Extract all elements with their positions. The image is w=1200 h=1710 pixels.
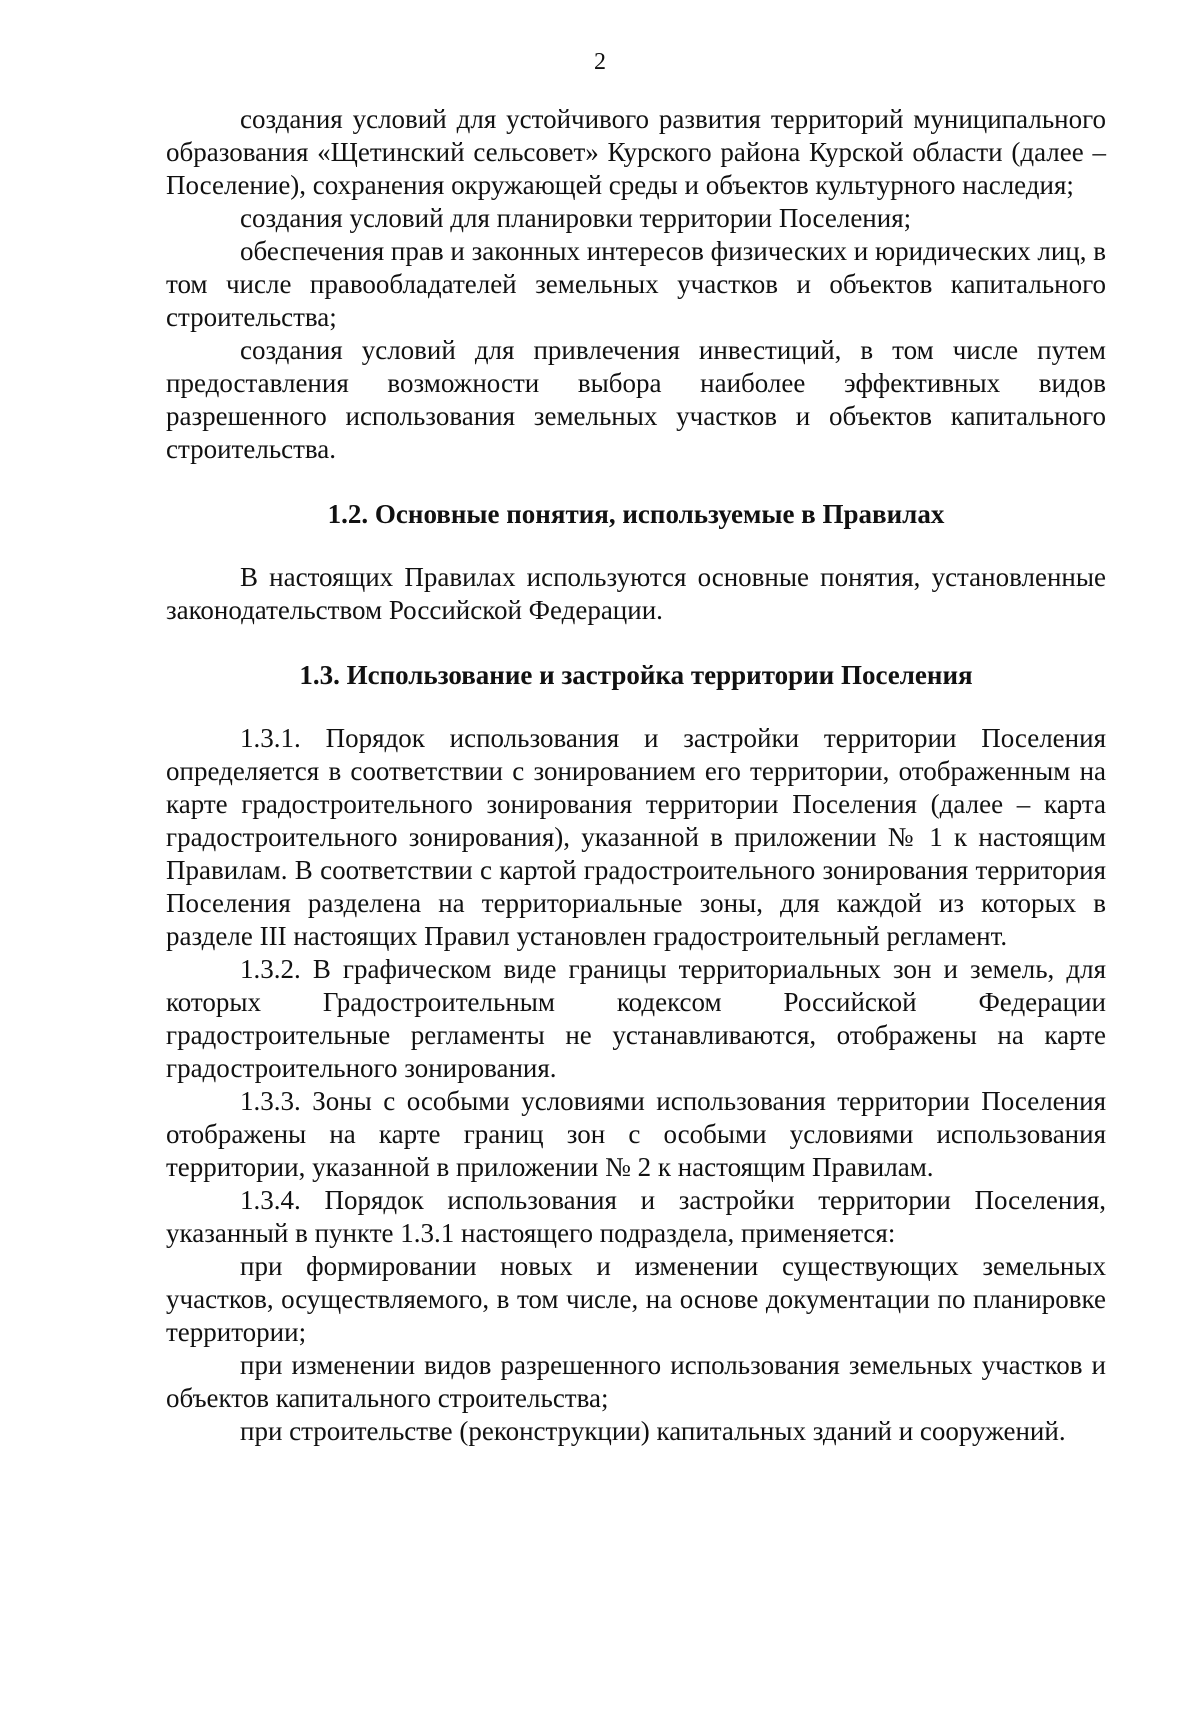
section-heading-1-3: 1.3. Использование и застройка территории Поселения [299, 660, 973, 690]
paragraph-sustainable-development: создания условий для устойчивого развития территорий муниципального образования «Щетинский сельсовет» Курского района Курской области (далее – Поселение), сохранения окружающей среды и объектов культурного наследия; [166, 104, 1106, 200]
paragraph-basic-concepts: В настоящих Правилах используются основные понятия, установленные законодательством Российской Федерации. [166, 562, 1106, 625]
paragraph-construction: при строительстве (реконструкции) капитальных зданий и сооружений. [240, 1416, 1066, 1446]
paragraph-1-3-4: 1.3.4. Порядок использования и застройки территории Поселения, указанный в пункте 1.3.1 настоящего подраздела, применяется: [166, 1185, 1106, 1248]
paragraph-permitted-use: при изменении видов разрешенного использования земельных участков и объектов капитального строительства; [166, 1350, 1106, 1413]
paragraph-1-3-2: 1.3.2. В графическом виде границы территориальных зон и земель, для которых Градостроительным кодексом Российской Федерации градостроительные регламенты не устанавливаются, отображены на карте градостроительного зонирования. [166, 954, 1106, 1083]
paragraph-investments: создания условий для привлечения инвестиций, в том числе путем предоставления возможности выбора наиболее эффективных видов разрешенного использования земельных участков и объектов капитального строительства. [166, 335, 1106, 464]
section-heading-1-2: 1.2. Основные понятия, используемые в Правилах [327, 499, 945, 529]
document-body [166, 103, 1106, 1448]
paragraph-rights-protection: обеспечения прав и законных интересов физических и юридических лиц, в том числе правообладателей земельных участков и объектов капитального строительства; [166, 236, 1106, 332]
paragraph-planning-conditions: создания условий для планировки территории Поселения; [240, 203, 912, 233]
paragraph-land-plots: при формировании новых и изменении существующих земельных участков, осуществляемого, в том числе, на основе документации по планировке территории; [166, 1251, 1106, 1347]
paragraph-1-3-3: 1.3.3. Зоны с особыми условиями использования территории Поселения отображены на карте границ зон с особыми условиями использования территории, указанной в приложении № 2 к настоящим Правилам. [166, 1086, 1106, 1182]
paragraph-1-3-1: 1.3.1. Порядок использования и застройки территории Поселения определяется в соответствии с зонированием его территории, отображенным на карте градостроительного зонирования территории Поселения (далее – карта градостроительного зонирования), указанной в приложении № 1 к настоящим Правилам. В соответствии с картой градостроительного зонирования территория Поселения разделена на территориальные зоны, для каждой из которых в разделе III настоящих Правил установлен градостроительный регламент. [166, 723, 1106, 951]
page-number: 2 [594, 49, 606, 75]
